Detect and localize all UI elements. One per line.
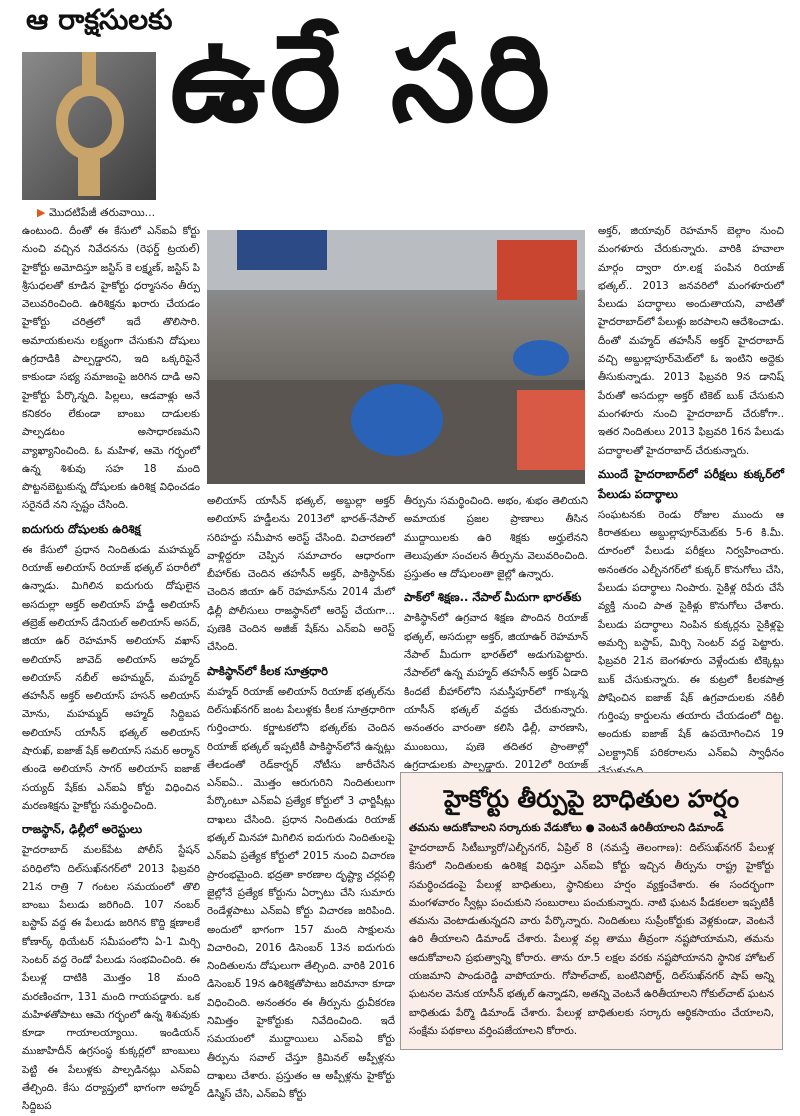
box-deck — [401, 817, 782, 839]
col2-subhead-1: పాకిస్థాన్‌లో కీలక సూత్రధారి — [207, 663, 328, 678]
col3-para-1: తీర్పును సమర్థించింది. అభం, శుభం తెలియని అమాయక ప్రజల ప్రాణాలు తీసిన ముద్దాయిలకు ఉరి శిక్షకు అర్హులేనని తెలుపుతూ సంచలన తీర్పును వెలువరించింది. ప్రస్తుతం ఆ దోషులంతా జైల్లో ఉన్నారు. — [404, 495, 588, 581]
box-deck-left: తమను ఆదుకోవాలని సర్కారుకు వేడుకోలు — [409, 822, 582, 834]
chevron-right-icon: ▶ — [37, 206, 46, 219]
kicker: ఆ రాక్షసులకు — [26, 3, 173, 36]
col2-para-1: అలియాస్ యాసీన్ భత్కల్, అబ్దుల్లా అక్తర్ అలియాస్ హడ్డీలను 2013లో భారత్-నేపాల్ సరిహద్దు సమీపాన అరెస్ట్ చేసింది. విచారణలో వాళ్లిద్దరూ చెప్పిన సమాచారం ఆధారంగా బీహార్‌కు చెందిన తహసీన్ అక్తర్, పాకిస్థాన్‌కు చెందిన జియా ఉర్ రెహమాన్‌ను 2014 మేలో ఢిల్లీ పోలీసులు రాజస్థాన్‌లో అరెస్ట్ చేయగా... పుణెకి చెందిన అజీజ్ షేక్‌ను ఎన్ఐఏ అరెస్ట్ చేసింది. — [207, 495, 395, 654]
col4-para-1: అక్తర్, జియావుర్ రెహమాన్ బెల్గాం నుంచి మంగళూరు చేరుకున్నారు. వారికి హవాలా మార్గం ద్వారా రూ.లక్ష పంపిన రియాజ్ భత్కల్.. 2013 జనవరిలో మంగళూరులో పేలుడు పదార్థాలు అందుతాయని, వాటితో హైదరాబాద్‌లో పేలుళ్లు జరపాలని ఆదేశించాడు. దీంతో మహ్మద్ తహసీన్ అక్తర్ హైదరాబాద్ వచ్చి అబ్దుల్లాపూర్‌మెట్‌లో ఓ ఇంటిని అద్దెకు తీసుకున్నాడు. 2013 ఫిబ్రవరి 9న డానిష్ పేరుతో అసదుల్లా అక్తర్ టికెట్ బుక్ చేసుకుని మంగళూరు నుంచి హైదరాబాద్ చేరుకోగా.. ఇతర నిందితులు 2013 ఫిబ్రవరి 16న పేలుడు పదార్థాలతో హైదరాబాద్ చేరుకున్నారు. — [598, 225, 784, 457]
headline: ఉరే సరి — [170, 10, 555, 149]
col3-para-2: పాకిస్థాన్‌లో ఉగ్రవాద శిక్షణ పొందిన రియాజ్ భత్కల్, అసదుల్లా అక్తర్, జియాఉర్ రెహమాన్ నేపాల్ మీదుగా భారత్‌లో అడుగుపెట్టారు. నేపాల్‌లో ఉన్న మహ్మద్ తహసీన్ అక్తర్ ఏడాది కిందటే బీహార్‌లోని సమస్తీపూర్‌లో గాక్కున్న యాసీన్ భత్కల్ వద్దకు చేరుకున్నారు. అనంతరం వారంతా కలిసి ఢిల్లీ, వారణాసి, ముంబయి, పుణె తదితర ప్రాంతాల్లో ఉగ్రదాడులకు పాల్పడ్డారు. 2012లో రియాజ్ — [404, 612, 588, 771]
col2-para-2: మహ్మద్ రియాజ్ అలియాస్ రియాజ్ భత్కల్‌ను దిల్‌సుఖ్‌నగర్ జంట పేలుళ్లకు కీలక సూత్రధారిగా గుర్తించారు. కర్ణాటకలోని భత్కల్‌కు చెందిన రియాజ్ భత్కల్ ఇప్పటికీ పాకిస్థాన్‌లోనే ఉన్నట్లు తేలడంతో రెడ్‌కార్నర్ నోటీసు జారీచేసిన ఎన్ఐఏ.. మొత్తం ఆరుగురిని నిందితులుగా పేర్కొంటూ ఎన్ఐఏ ప్రత్యేక కోర్టులో 3 ఛార్జిషీట్లు దాఖలు చేసింది. ప్రధాన నిందితుడు రియాజ్ భత్కల్ మినహా మిగిలిన ఐదుగురు నిందితులపై ఎన్ఐఏ ప్రత్యేక కోర్టులో 2015 నుంచి విచారణ ప్రారంభమైంది. భద్రతా కారణాల దృష్ట్యా చర్లపల్లి జైల్లోనే ప్రత్యేక కోర్టును ఏర్పాటు చేసి సుమారు రెండేళ్లపాటు ఎన్ఐఏ కోర్టు విచారణ జరిపింది. అందులో భాగంగా 157 మంది సాక్షులను విచారించి, 2016 డిసెంబర్ 13న ఐదుగురు నిందితులను దోషులుగా తేల్చింది. వారికి 2016 డిసెంబర్ 19న ఉరిశిక్షతోపాటు జరిమానా కూడా విధించింది. అనంతరం ఈ తీర్పును ధ్రువీకరణ నిమిత్తం హైకోర్టుకు నివేదించింది. ఇదే సమయంలో ముద్దాయిలు ఎన్ఐఏ కోర్టు తీర్పును సవాల్ చేస్తూ క్రిమినల్ అప్పీళ్లను దాఖలు చేశారు. ప్రస్తుతం ఆ అప్పీళ్లను హైకోర్టు డిస్మిస్ చేసి, ఎన్ఐఏ కోర్టు — [207, 685, 395, 1101]
box-title: హైకోర్టు తీర్పుపై బాధితుల హర్షం — [443, 785, 740, 813]
column-2 — [207, 492, 395, 1104]
column-1 — [22, 222, 200, 1116]
noose-image — [22, 52, 156, 200]
bullet-icon: ● — [585, 822, 599, 834]
col1-subhead-1: ఐదుగురు దోషులకు ఉరిశిక్ష — [22, 521, 141, 536]
col1-para-1: ఉంటుంది. దీంతో ఈ కేసులో ఎన్ఐఏ కోర్టు నుంచి వచ్చిన నివేదనను (రెఫర్డ్ ట్రయల్) హైకోర్టు అమోదిస్తూ జస్టిస్ కె లక్ష్మణ్, జస్టిస్ పి శ్రీసుధలతో కూడిన హైకోర్టు ధర్మాసనం తీర్పు వెలువరించింది. ఉరిశిక్షను ఖరారు చేయడం హైకోర్టు చరిత్రలో ఇదే తొలిసారి. అమాయకులను లక్ష్యంగా చేసుకుని దోషులు ఉగ్రదాడికి పాల్పడ్డారని, ఇది ఒక్కరిపైనే కాకుండా సభ్య సమాజంపై జరిగిన దాడి అని హైకోర్టు పేర్కొన్నది. పిల్లలు, ఆడవాళ్లు అనే కనికరం లేకుండా బాంబు దాడులకు పాల్పడటం అసాధారణమని వ్యాఖ్యానించింది. ఓ మహిళ, ఆమె గర్భంలో ఉన్న శిశువు సహ 18 మంది పొట్టనబెట్టుకున్న దోషులకు ఉరిశిక్ష విధించడం సరైనదే నని స్పష్టం చేసింది. — [22, 225, 200, 512]
box-deck-right: వెంటనే ఉరితీయాలని డిమాండ్ — [598, 822, 724, 834]
victims-story-box — [400, 772, 783, 1050]
col1-para-3: హైదరాబాద్ మలక్‌పేట పోలీస్ స్టేషన్ పరిధిలోని దిల్‌సుఖ్‌నగర్‌లో 2013 ఫిబ్రవరి 21న రాత్రి 7 గంటల సమయంలో తొలి బాంబు పేలుడు జరిగింది. 107 నంబర్ బస్టాప్ వద్ద ఈ పేలుడు జరిగిన కొద్ది క్షణాలకే కోణార్క్ థియేటర్ సమీపంలోని ఏ-1 మిర్చి సెంటర్ వద్ద రెండో పేలుడు సంభవించింది. ఈ పేలుళ్ల దాటికి మొత్తం 18 మంది మరణించగా, 131 మంది గాయపడ్డారు. ఒక మహిళతోపాటు ఆమె గర్భంలో ఉన్న శిశువుకు కూడా గాయాలయ్యాయి. ఇండియన్ ముజాహిదీన్ ఉగ్రసంస్థ కుక్కర్లలో బాంబులు పెట్టి ఈ పేలుళ్లకు పాల్పడినట్లు ఎన్ఐఏ తేల్చింది. కేసు దర్యాప్తులో భాగంగా అహ్మద్ సిద్దిబప — [22, 844, 200, 1113]
blast-site-photo — [207, 230, 585, 484]
col4-subhead-1: ముందే హైదరాబాద్‌లో పరీక్షలు కుక్కర్‌లో పేలుడు పదార్థాలు — [598, 466, 784, 501]
column-3 — [404, 492, 588, 792]
col4-para-2: సంఘటనకు రెండు రోజుల ముందు ఆ కిరాతకులు అబ్దుల్లాపూర్‌మెట్‌కు 5-6 కి.మీ. దూరంలో పేలుడు పరీక్షలు నిర్వహించారు. అనంతరం ఎల్బీనగర్‌లో కుక్కర్ కొనుగోలు చేసి, పేలుడు పదార్థాలు నింపారు. సైకిళ్ల రిపేరు చేసే వ్యక్తి నుంచి పాత సైకిళ్లు కొనుగోలు చేశారు. పేలుడు పదార్థాలు నింపిన కుక్కర్లను సైకిళ్లపై అమర్చి బస్టాప్, మిర్చి సెంటర్ వద్ద పెట్టారు. ఫిబ్రవరి 21న బెంగళూరు వెళ్లేందుకు టిక్కెట్లు బుక్ చేసుకున్నారు. ఈ కుట్రలో కీలకపాత్ర పోషించిన ఐజాజ్ షేక్ ఉగ్రవాదులకు నకిలీ గుర్తింపు కార్డులను తయారు చేయడంలో దిట్ట. అందుకు ఐజాజ్ షేక్ ఉపయోగించిన 19 ఎలక్ట్రానిక్ పరికరాలను ఎన్ఐఏ స్వాధీనం — [598, 508, 784, 759]
col1-para-2: ఈ కేసులో ప్రధాన నిందితుడు మహమ్మద్ రియాజ్ అలియాస్ రియాజ్ భత్కల్ పరారీలో ఉన్నాడు. మిగిలిన ఐదుగురు దోషులైన అసదుల్లా అక్తర్ అలియాస్ హడ్డీ అలియాస్ తబ్రెజ్ అలియాస్ డేనియల్ అలియాస్ అసద్, జియా ఉర్ రెహమాన్ అలియాస్ వఖాస్ అలియాస్ జావెద్ అలియాస్ అహ్మద్ అలియాస్ నబీల్ అహమ్మద్, మహ్మద్ తహసీన్ అక్తర్ అలియాస్ హసన్ అలియాస్ మోను, మహమ్మద్ అహ్మద్ సిద్దిబప అలియాస్ యాసీన్ భత్కల్ అలియాస్ షారుఖ్, ఐజాజ్ షేక్ అలియాస్ సమర్ అర్మాన్ తుండె అలియాస్ సాగర్ అలియాస్ ఐజాజ్ సయ్యద్ షేక్‌కు ఎన్ఐఏ కోర్టు విధించిన మరణశిక్షను హైకోర్టు సమర్థించింది. — [22, 543, 200, 812]
col1-subhead-2: రాజస్థాన్, ఢిల్లీలో అరెస్టులు — [22, 822, 143, 837]
col3-subhead-1: పాక్‌లో శిక్షణ.. నేపాల్ మీదుగా భారత్‌కు — [404, 590, 582, 605]
column-4 — [598, 222, 784, 780]
continued-label: ▶ మొదటిపేజీ తరువాయి... — [37, 206, 156, 219]
box-body: హైదరాబాద్ సిటీబ్యూరో/ఎల్బీనగర్, ఏప్రిల్ 8 (నమస్తే తెలంగాణ): దిల్‌సుఖ్‌నగర్ పేలుళ్ల కేసులో నిందితులకు ఉరిశిక్ష విధిస్తూ ఎన్ఐఏ కోర్టు ఇచ్చిన తీర్పును రాష్ట్ర హైకోర్టు సమర్థించడంపై పేలుళ్ల బాధితులు, స్థానికులు హర్షం వ్యక్తంచేశారు. ఈ సందర్భంగా మంగళవారం స్వీట్లు పంచుకుని సంబురాలు పంచుకున్నారు. నాటి ఘటన పీడకలలా ఇప్పటికీ తమను వెంటాడుతున్నదని వారు పేర్కొన్నారు. నిందితులు సుప్రీంకోర్టుకు వెళ్లకుండా, వెంటనే ఉరి తీయాలని డిమాండ్ చేశారు. పేలుళ్ల వల్ల తాము తీవ్రంగా నష్టపోయామని, తమను ఆదుకోవాలని ప్రభుత్వాన్ని కోరారు. తాను రూ.5 లక్షల వరకు నష్టపోయానని స్థానిక హోటల్ యజమాని పాండురెడ్డి వాపోయారు. గోపాల్‌చాట్, బంటినిపోర్ట్, దిల్‌సుఖ్‌నగర్ షాప్ అన్ని ఘటనల వెనుక యాసీన్ భత్కల్ ఉన్నాడని, అతన్ని వెంటనే ఉరితీయాలని గోకుల్‌చాట్ ఘటన బాధితుడు పేర్మొ డిమాండ్ చేశారు. పేలుళ్ల బాధితులకు సర్కారు ఆర్థికసాయం చేయాలని, సంక్షేమ పథకాలు వర్తింపజేయాలని కోరారు. — [409, 842, 774, 1037]
